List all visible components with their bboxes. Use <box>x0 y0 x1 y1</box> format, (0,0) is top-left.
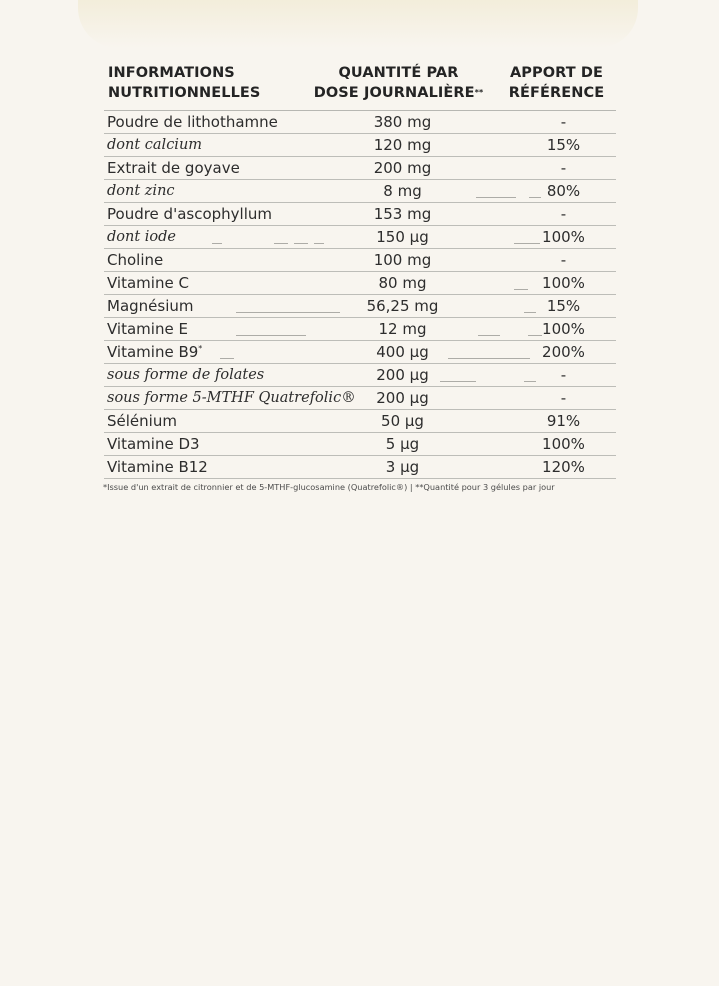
print-smear <box>212 243 222 244</box>
table-row <box>104 134 616 157</box>
table-row <box>104 203 616 226</box>
nutrient-name <box>104 272 300 294</box>
nutrient-name <box>104 456 300 478</box>
nutrient-name <box>104 341 300 363</box>
table-row <box>104 295 616 318</box>
reference-intake: - <box>560 113 567 131</box>
reference-intake: 100% <box>542 274 585 292</box>
nutrient-name <box>104 410 300 432</box>
reference-intake: 200% <box>542 343 585 361</box>
table-row <box>104 341 616 364</box>
print-smear <box>220 358 234 359</box>
reference-intake: - <box>560 389 567 407</box>
print-smear <box>440 381 476 382</box>
daily-quantity: 153 mg <box>373 205 432 223</box>
reference-intake: 120% <box>542 458 585 476</box>
daily-quantity: 3 µg <box>385 458 420 476</box>
nutrient-name-text: dont calcium <box>107 137 203 153</box>
nutrient-name-text: Sélénium <box>107 412 177 430</box>
daily-quantity: 56,25 mg <box>366 297 439 315</box>
reference-intake: 100% <box>542 228 585 246</box>
print-smear <box>236 312 340 313</box>
print-smear <box>478 335 500 336</box>
reference-intake: 80% <box>546 182 581 200</box>
print-smear <box>314 243 324 244</box>
daily-quantity: 200 µg <box>376 366 429 384</box>
print-smear <box>528 335 542 336</box>
daily-quantity: 50 µg <box>381 412 424 430</box>
print-smear <box>514 243 540 244</box>
table-row <box>104 318 616 341</box>
header-quantite: QUANTITÉ PAR DOSE JOURNALIÈRE** <box>313 65 484 101</box>
print-smear <box>524 312 536 313</box>
footnote-marker: * <box>198 344 203 353</box>
nutrient-name <box>104 134 300 156</box>
nutrient-name-text: dont zinc <box>107 183 175 199</box>
nutrient-name <box>104 180 300 202</box>
nutrient-name-text: Vitamine B12 <box>107 458 208 476</box>
table-row <box>104 387 616 410</box>
nutrient-name <box>104 387 356 409</box>
daily-quantity: 5 µg <box>385 435 420 453</box>
table-row <box>104 364 616 387</box>
reference-intake: 100% <box>542 320 585 338</box>
reference-intake: 100% <box>542 435 585 453</box>
nutrient-name-text: Poudre d'ascophyllum <box>107 205 272 223</box>
print-smear <box>448 358 508 359</box>
daily-quantity: 380 mg <box>373 113 432 131</box>
table-row <box>104 410 616 433</box>
nutrient-name-text: Extrait de goyave <box>107 159 240 177</box>
daily-quantity: 100 mg <box>373 251 432 269</box>
table-row <box>104 272 616 295</box>
nutrient-name <box>104 157 300 179</box>
print-smear <box>529 197 541 198</box>
table-row <box>104 157 616 180</box>
daily-quantity: 8 mg <box>383 182 422 200</box>
table-row <box>104 249 616 272</box>
table-row <box>104 111 616 134</box>
daily-quantity: 150 µg <box>376 228 429 246</box>
nutrient-name <box>104 111 300 133</box>
daily-quantity: 200 µg <box>376 389 429 407</box>
print-smear <box>274 243 288 244</box>
nutrition-table <box>104 62 616 479</box>
table-header <box>104 62 616 111</box>
footnote: *Issue d'un extrait de citronnier et de 5-MTHF-glucosamine (Quatrefolic®) | **Quantité pour 3 gélules par jour <box>103 482 555 492</box>
nutrient-name <box>104 433 300 455</box>
reference-intake: - <box>560 366 567 384</box>
daily-quantity: 200 mg <box>373 159 432 177</box>
reference-intake: 15% <box>546 297 581 315</box>
print-smear <box>514 289 528 290</box>
nutrient-name-text: Vitamine C <box>107 274 189 292</box>
nutrient-name-text: Vitamine D3 <box>107 435 200 453</box>
nutrient-name-text: Magnésium <box>107 297 194 315</box>
print-smear <box>508 358 530 359</box>
reference-intake: - <box>560 205 567 223</box>
nutrient-name <box>104 249 300 271</box>
reference-intake: 15% <box>546 136 581 154</box>
nutrient-name <box>104 203 300 225</box>
print-smear <box>524 381 536 382</box>
header-apport: APPORT DE RÉFÉRENCE <box>508 65 605 101</box>
nutrient-name-text: Choline <box>107 251 164 269</box>
nutrient-name <box>104 295 300 317</box>
daily-quantity: 120 mg <box>373 136 432 154</box>
reference-intake: - <box>560 251 567 269</box>
reference-intake: 91% <box>546 412 581 430</box>
table-row <box>104 456 616 479</box>
print-smear <box>476 197 516 198</box>
nutrient-name-text: dont iode <box>107 229 177 245</box>
nutrient-name <box>104 226 300 248</box>
table-row <box>104 226 616 249</box>
nutrient-name-text: sous forme de folates <box>107 367 265 383</box>
table-body <box>104 111 616 479</box>
header-marker: ** <box>474 88 484 97</box>
print-smear <box>294 243 308 244</box>
nutrient-name-text: Poudre de lithothamne <box>107 113 278 131</box>
daily-quantity: 400 µg <box>376 343 429 361</box>
nutrient-name-text: sous forme 5-MTHF Quatrefolic® <box>107 390 356 406</box>
header-informations: INFORMATIONS NUTRITIONNELLES <box>108 65 261 101</box>
nutrient-name <box>104 318 300 340</box>
print-smear <box>236 335 306 336</box>
paper-smudge <box>78 0 638 48</box>
daily-quantity: 12 mg <box>378 320 427 338</box>
nutrient-name-text: Vitamine B9 <box>107 343 199 361</box>
nutrient-name <box>104 364 300 386</box>
nutrient-name-text: Vitamine E <box>107 320 188 338</box>
daily-quantity: 80 mg <box>378 274 427 292</box>
table-row <box>104 433 616 456</box>
reference-intake: - <box>560 159 567 177</box>
table-row <box>104 180 616 203</box>
